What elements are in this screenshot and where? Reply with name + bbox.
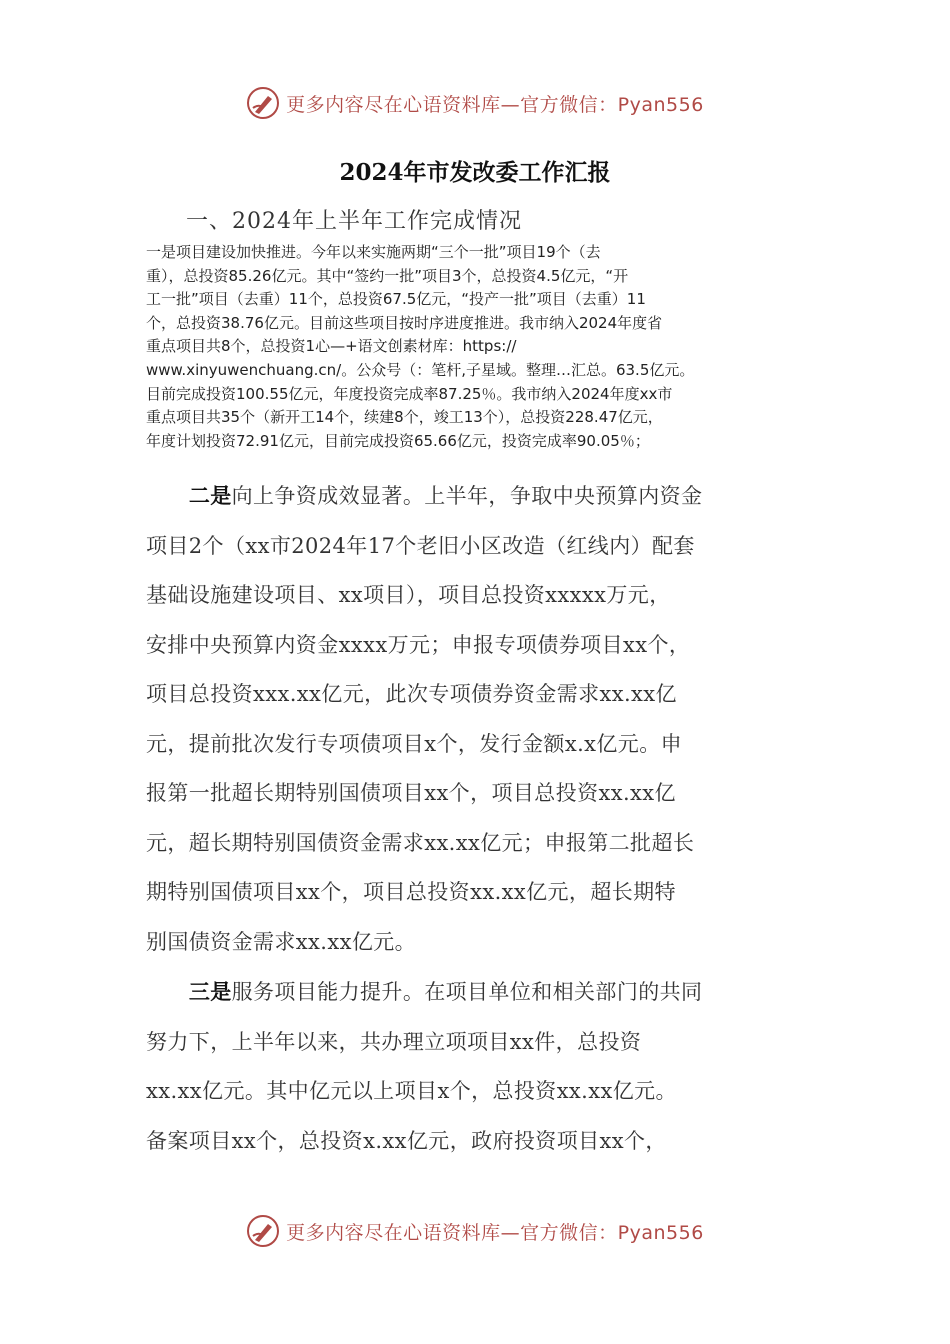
text-line: 报第一批超长期特别国债项目xx个，项目总投资xx.xx亿: [146, 781, 676, 805]
watermark-text: 更多内容尽在心语资料库—官方微信：Pyan556: [286, 1221, 704, 1244]
text-line: [146, 967, 826, 1018]
text-line: 重点项目共35个（新开工14个，续建8个，竣工13个），总投资228.47亿元，: [146, 408, 663, 427]
lead-text: 服务项目能力提升。在项目单位和相关部门的共同: [231, 980, 703, 1004]
text-line: 重），总投资85.26亿元。其中“签约一批”项目3个，总投资4.5亿元，“开: [146, 266, 629, 285]
text-line: 元，超长期特别国债资金需求xx.xx亿元；申报第二批超长: [146, 830, 695, 855]
text-line: [146, 471, 826, 522]
paragraph-funding: [146, 471, 826, 967]
text-line: 安排中央预算内资金xxxx万元；申报专项债券项目xx个，: [146, 632, 691, 657]
text-line: 别国债资金需求xx.xx亿元。: [146, 929, 417, 954]
pen-logo-icon: [246, 1214, 280, 1248]
lead-label: 二是: [188, 483, 232, 508]
watermark-text: 更多内容尽在心语资料库—官方微信：Pyan556: [286, 93, 704, 116]
lead-label: 三是: [188, 979, 232, 1004]
paragraph-project-construction: [146, 241, 811, 453]
text-line: 期特别国债项目xx个，项目总投资xx.xx亿元，超长期特: [146, 880, 676, 904]
text-line: 努力下，上半年以来，共办理立项项目xx件，总投资: [146, 1029, 642, 1054]
lead-text: 向上争资成效显著。上半年，争取中央预算内资金: [231, 484, 703, 508]
text-line: 项目总投资xxx.xx亿元，此次专项债券资金需求xx.xx亿: [146, 682, 677, 706]
section-heading: 一、2024年上半年工作完成情况: [186, 209, 522, 234]
text-line: 工一批”项目（去重）11个，总投资67.5亿元，“投产一批”项目（去重）11: [146, 290, 646, 309]
paragraph-service: [146, 967, 826, 1166]
text-line: www.xinyuwenchuang.cn/。公众号（：笔杆,子星域。整理…汇总。63.5亿元。: [146, 360, 695, 379]
watermark-footer: [0, 1214, 950, 1248]
text-line: 个，总投资38.76亿元。目前这些项目按时序进度推进。我市纳入2024年度省: [146, 313, 663, 332]
text-line: 目前完成投资100.55亿元，年度投资完成率87.25％。我市纳入2024年度xx市: [146, 384, 673, 403]
text-line: 年度计划投资72.91亿元，目前完成投资65.66亿元，投资完成率90.05％；: [146, 431, 650, 450]
text-line: 基础设施建设项目、xx项目），项目总投资xxxxx万元，: [146, 583, 671, 607]
pen-logo-icon: [246, 86, 280, 120]
text-line: 备案项目xx个，总投资x.xx亿元，政府投资项目xx个，: [146, 1128, 667, 1153]
watermark-header: [0, 86, 950, 120]
text-line: 一是项目建设加快推进。今年以来实施两期“三个一批”项目19个（去: [146, 243, 601, 261]
document-title: 2024年市发改委工作汇报: [339, 159, 611, 186]
text-line: 重点项目共8个，总投资1心—+语文创素材库：https://: [146, 337, 517, 356]
text-line: 项目2个（xx市2024年17个老旧小区改造（红线内）配套: [146, 533, 695, 558]
text-line: xx.xx亿元。其中亿元以上项目x个，总投资xx.xx亿元。: [146, 1079, 677, 1103]
text-line: 元，提前批次发行专项债项目x个，发行金额x.x亿元。申: [146, 731, 683, 756]
